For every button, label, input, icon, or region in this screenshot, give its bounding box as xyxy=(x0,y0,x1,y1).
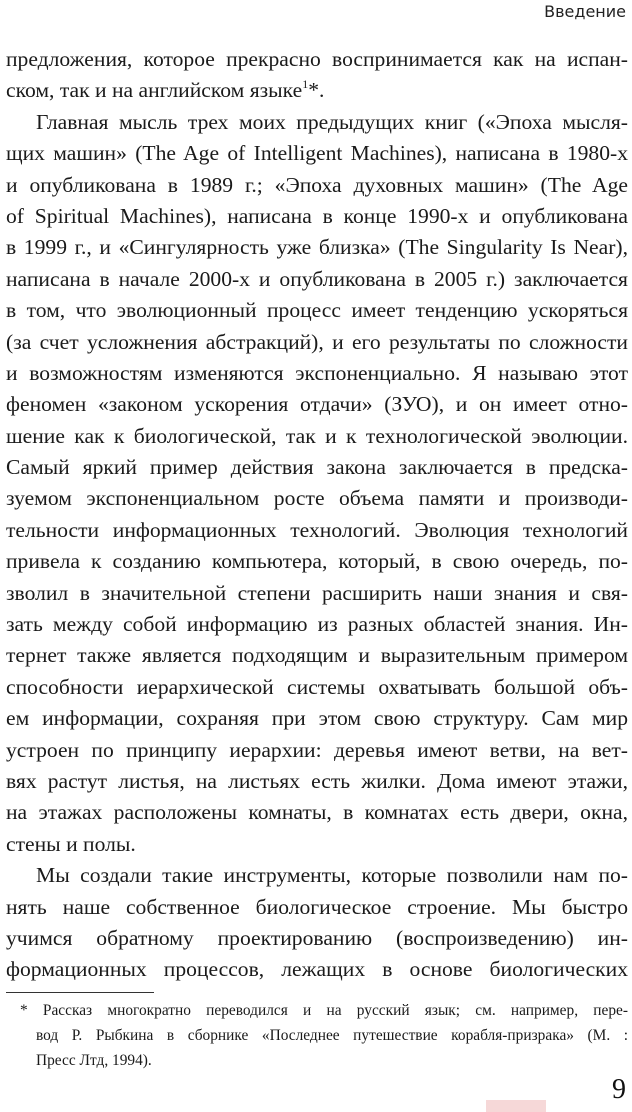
body-text xyxy=(6,44,628,986)
text-line xyxy=(6,358,628,389)
line-text: тернет также является подходящим и выразительным примером xyxy=(6,643,628,668)
text-line xyxy=(6,954,628,985)
line-text: устроен по принципу иерархии: деревья имеют ветви, на вет- xyxy=(6,737,628,762)
text-line xyxy=(6,546,628,577)
text-line xyxy=(6,201,628,232)
line-text: и возможностям изменяются экспоненциально. Я называю этот xyxy=(6,360,628,385)
footnote-ref: 1 xyxy=(302,77,309,92)
footnote-asterisk: *. xyxy=(308,78,325,103)
text-line xyxy=(6,766,628,797)
text-line xyxy=(6,735,628,766)
text-line xyxy=(6,609,628,640)
line-text: привела к созданию компьютера, который, в свою очередь, по- xyxy=(6,549,628,574)
footnote-divider xyxy=(6,992,154,993)
text-line xyxy=(6,672,628,703)
line-text: на этажах расположены комнаты, в комнатах есть двери, окна, xyxy=(6,800,628,825)
text-line xyxy=(6,483,628,514)
page-corner-mark xyxy=(486,1100,546,1112)
line-text: шение как к биологической, так и к технологической эволюции. xyxy=(6,423,628,448)
text-line xyxy=(6,640,628,671)
line-text: нять наше собственное биологическое строение. Мы быстро xyxy=(6,894,628,919)
text-line xyxy=(6,703,628,734)
line-text: тельности информационных технологий. Эволюция технологий xyxy=(6,517,628,542)
line-text: способности иерархической системы охватывать большой объ- xyxy=(6,674,628,699)
footnote-line: вод Р. Рыбкина в сборнике «Последнее путешествие корабля-призрака» (М. : xyxy=(36,1027,628,1044)
line-text: вях растут листья, на листьях есть жилки. Дома имеют этажи, xyxy=(6,768,628,793)
text-line xyxy=(6,923,628,954)
line-text: зать между собой информацию из разных областей знания. Ин- xyxy=(6,612,628,637)
text-line xyxy=(6,75,628,106)
text-line xyxy=(6,860,628,891)
text-line xyxy=(6,829,628,860)
line-text: предложения, которое прекрасно воспринимается как на испан- xyxy=(6,47,628,71)
text-line xyxy=(6,295,628,326)
line-text: феномен «законом ускорения отдачи» (ЗУО), и он имеет отно- xyxy=(6,392,628,417)
line-text: и опубликована в 1989 г.; «Эпоха духовных машин» (The Age xyxy=(6,172,628,197)
line-text: стены и полы. xyxy=(6,831,136,856)
line-text: of Spiritual Machines), написана в конце 1990-х и опубликована xyxy=(6,203,628,228)
line-text: учимся обратному проектированию (воспроизведению) ин- xyxy=(6,925,628,950)
line-text: Самый яркий пример действия закона заключается в предска- xyxy=(6,455,628,480)
text-line xyxy=(6,170,628,201)
line-text: в том, что эволюционный процесс имеет тенденцию ускоряться xyxy=(6,298,628,323)
line-text: щих машин» (The Age of Intelligent Machines), написана в 1980-х xyxy=(6,141,628,166)
line-text: зуемом экспоненциальном росте объема памяти и производи- xyxy=(6,486,628,511)
line-text: формационных процессов, лежащих в основе биологических xyxy=(6,957,628,982)
line-text: написана в начале 2000-х и опубликована в 2005 г.) заключается xyxy=(6,266,628,291)
text-line xyxy=(6,138,628,169)
line-text: зволил в значительной степени расширить наши знания и свя- xyxy=(6,580,628,605)
line-text: Мы создали такие инструменты, которые позволили нам по- xyxy=(36,863,628,888)
running-head: Введение xyxy=(544,2,626,21)
text-line xyxy=(6,264,628,295)
text-line xyxy=(6,107,628,138)
text-line xyxy=(6,327,628,358)
line-text: ском, так и на английском языке xyxy=(6,78,303,103)
line-text: ем информации, сохраняя при этом свою структуру. Сам мир xyxy=(6,706,628,731)
text-line xyxy=(6,452,628,483)
text-line xyxy=(6,232,628,263)
footnote xyxy=(20,998,628,1073)
line-text: в 1999 г., и «Сингулярность уже близка» (The Singularity Is Near), xyxy=(6,235,628,260)
text-line xyxy=(6,797,628,828)
footnote-line: Пресс Лтд, 1994). xyxy=(36,1052,152,1069)
line-text: (за счет усложнения абстракций), и его результаты по сложности xyxy=(6,329,628,354)
footnote-line: * Рассказ многократно переводился и на русский язык; см. например, пере- xyxy=(20,1002,628,1019)
text-line xyxy=(6,44,628,75)
text-line xyxy=(6,892,628,923)
text-line xyxy=(6,389,628,420)
text-line xyxy=(6,515,628,546)
line-text: Главная мысль трех моих предыдущих книг («Эпоха мысля- xyxy=(36,109,628,134)
text-line xyxy=(6,578,628,609)
page-number: 9 xyxy=(612,1074,626,1105)
text-line xyxy=(6,421,628,452)
